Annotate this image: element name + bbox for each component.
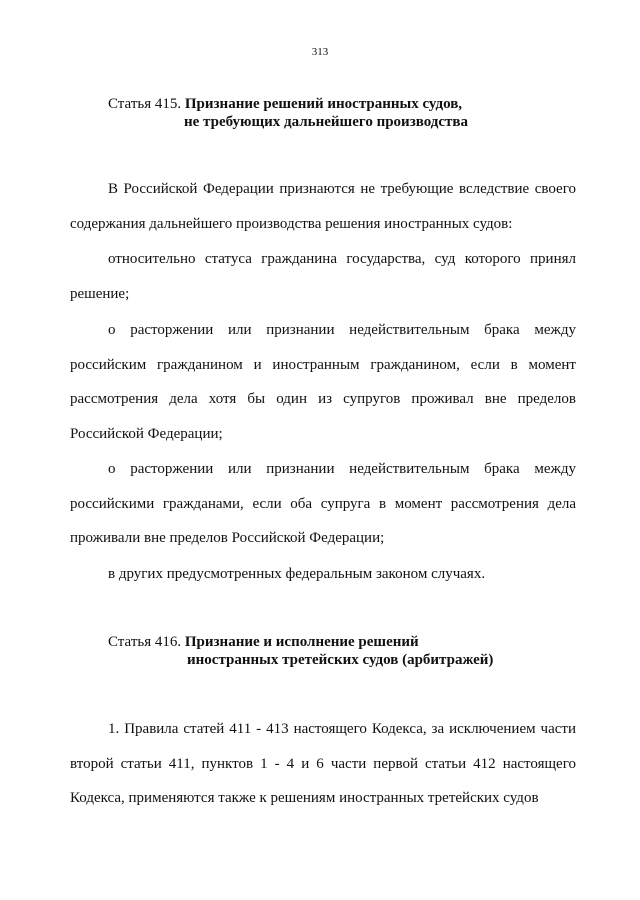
article-415-paragraph-5: в других предусмотренных федеральным законом случаях. xyxy=(108,566,486,582)
page-number: 313 xyxy=(311,46,329,58)
article-416-title-line2: иностранных третейских судов (арбитражей) xyxy=(187,652,494,668)
article-415-paragraph-3: о расторжении или признании недействительным брака между российским гражданином и иностранным гражданином, если в момент рассмотрения дела хотя бы один из супругов проживал вне пределов Российской Федерации; xyxy=(70,322,576,442)
article-415-heading xyxy=(108,95,468,131)
article-415-paragraph-2: относительно статуса гражданина государства, суд которого принял решение; xyxy=(70,251,576,302)
article-415-title-line1: Признание решений иностранных судов, xyxy=(184,96,463,112)
article-415-paragraph-4: о расторжении или признании недействительным брака между российскими гражданами, если оба супруга в момент рассмотрения дела проживали вне пределов Российской Федерации; xyxy=(70,461,576,546)
article-415-title-line2: не требующих дальнейшего производства xyxy=(184,114,469,130)
article-415-label: Статья 415. xyxy=(108,96,182,112)
article-416-label: Статья 416. xyxy=(108,634,182,650)
article-416-paragraph-1: 1. Правила статей 411 - 413 настоящего Кодекса, за исключением части второй статьи 411, пунктов 1 - 4 и 6 части первой статьи 412 настоящего Кодекса, применяются также к решениям иностранных третейских судов xyxy=(70,721,576,806)
article-415-paragraph-1: В Российской Федерации признаются не требующие вследствие своего содержания дальнейшего производства решения иностранных судов: xyxy=(70,181,576,232)
article-416-title-line1: Признание и исполнение решений xyxy=(184,634,419,650)
article-416-heading xyxy=(108,633,493,669)
